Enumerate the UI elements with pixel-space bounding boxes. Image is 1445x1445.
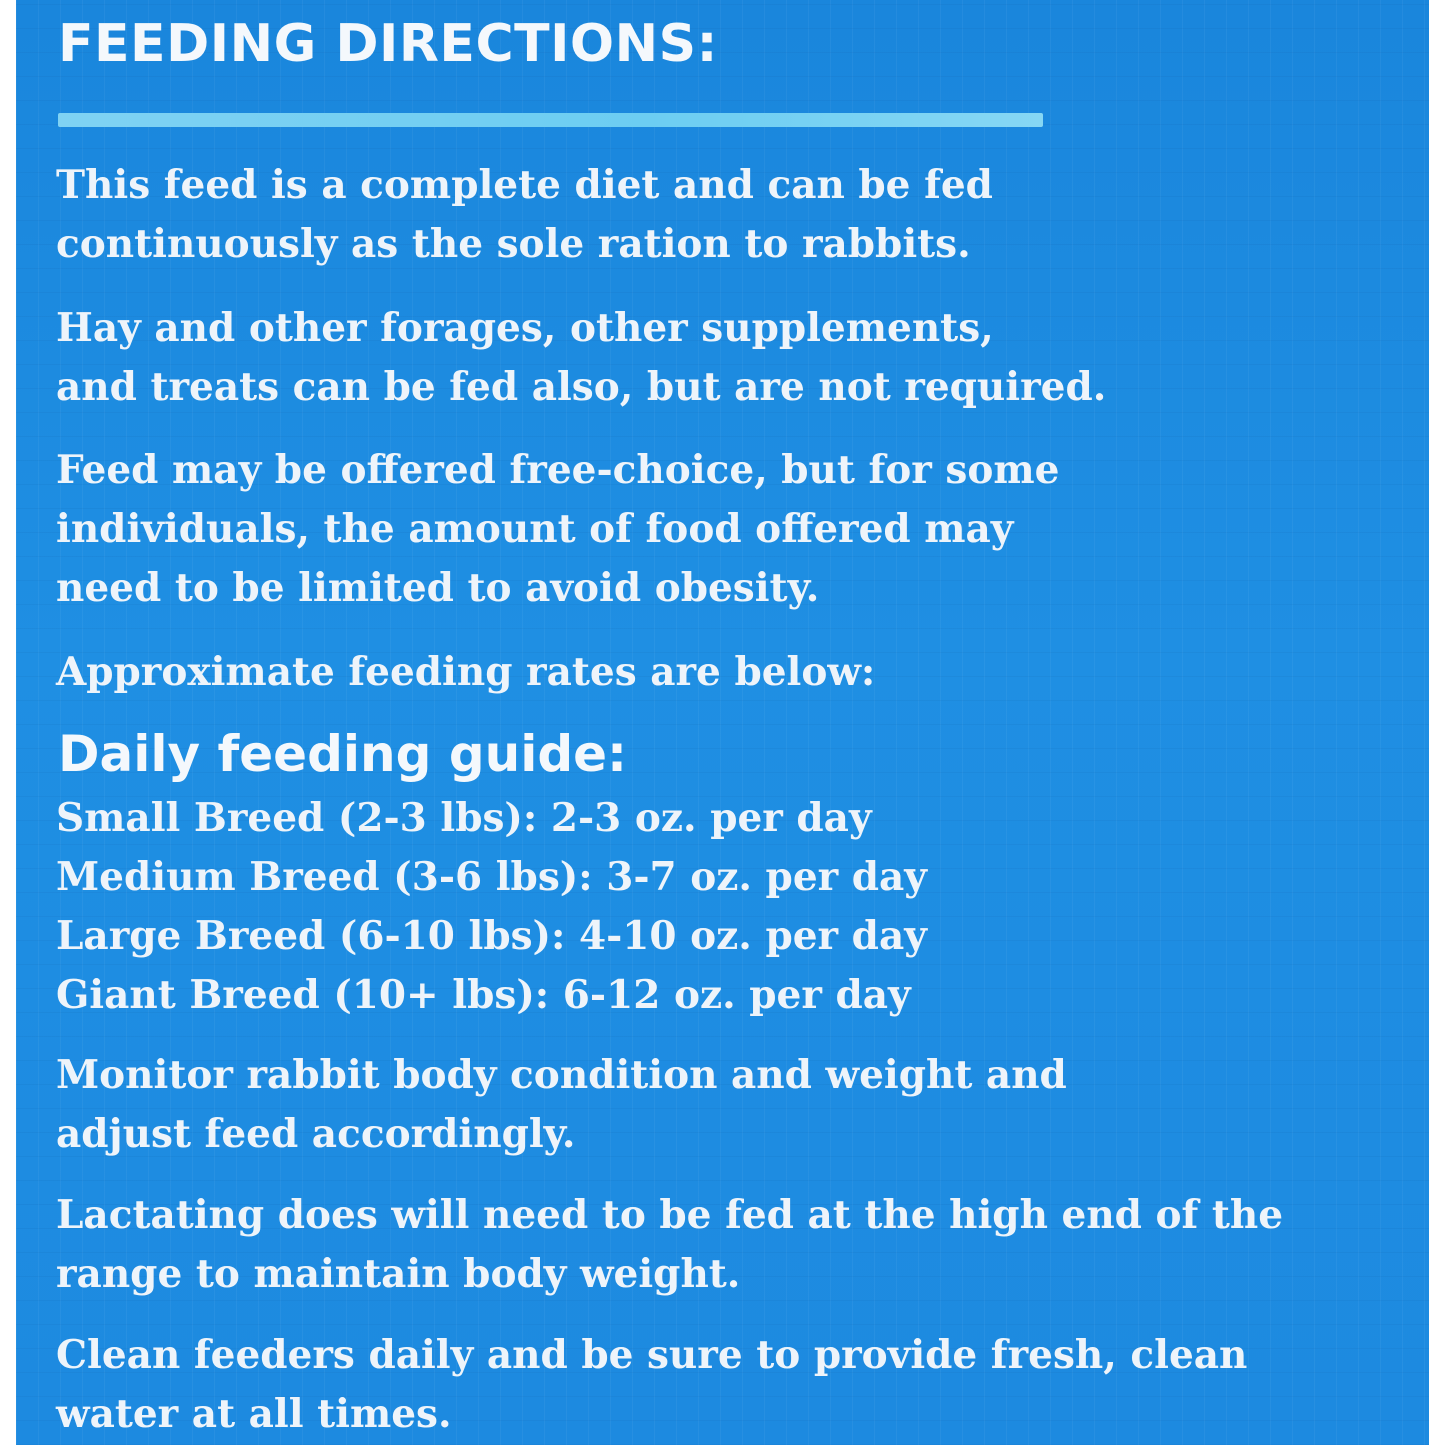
guide-row-large-breed: Large Breed (6-10 lbs): 4-10 oz. per day: [56, 913, 927, 959]
paragraph-line: need to be limited to avoid obesity.: [56, 565, 820, 611]
paragraph-line: Monitor rabbit body condition and weight and: [56, 1052, 1067, 1098]
paragraph-line: continuously as the sole ration to rabbits.: [56, 221, 971, 267]
feeding-directions-panel: [16, 0, 1429, 1445]
heading-divider: [58, 113, 1043, 127]
paragraph-line: Lactating does will need to be fed at the high end of the: [56, 1192, 1284, 1238]
paragraph-line: Hay and other forages, other supplements,: [56, 305, 994, 351]
daily-feeding-guide-list: [56, 789, 927, 1025]
paragraph-line: adjust feed accordingly.: [56, 1111, 576, 1157]
free-choice-paragraph: [56, 441, 1059, 618]
paragraph-line: individuals, the amount of food offered may: [56, 506, 1014, 552]
paragraph-line: Clean feeders daily and be sure to provide fresh, clean: [56, 1332, 1248, 1378]
paragraph-line: water at all times.: [56, 1391, 452, 1437]
guide-row-medium-breed: Medium Breed (3-6 lbs): 3-7 oz. per day: [56, 854, 927, 900]
lactating-does-paragraph: [56, 1186, 1283, 1304]
feeding-rates-intro: [56, 643, 875, 702]
guide-row-small-breed: Small Breed (2-3 lbs): 2-3 oz. per day: [56, 795, 872, 841]
supplements-paragraph: [56, 299, 1106, 417]
paragraph-line: and treats can be fed also, but are not required.: [56, 364, 1107, 410]
paragraph-line: Approximate feeding rates are below:: [56, 649, 876, 695]
daily-feeding-guide-title: Daily feeding guide:: [58, 725, 628, 783]
clean-feeders-paragraph: [56, 1326, 1247, 1444]
monitor-condition-paragraph: [56, 1046, 1067, 1164]
paragraph-line: Feed may be offered free-choice, but for some: [56, 447, 1060, 493]
feeding-directions-heading: FEEDING DIRECTIONS:: [58, 14, 718, 74]
paragraph-line: range to maintain body weight.: [56, 1251, 741, 1297]
paragraph-line: This feed is a complete diet and can be fed: [56, 162, 993, 208]
guide-row-giant-breed: Giant Breed (10+ lbs): 6-12 oz. per day: [56, 972, 911, 1018]
complete-diet-paragraph: [56, 156, 993, 274]
